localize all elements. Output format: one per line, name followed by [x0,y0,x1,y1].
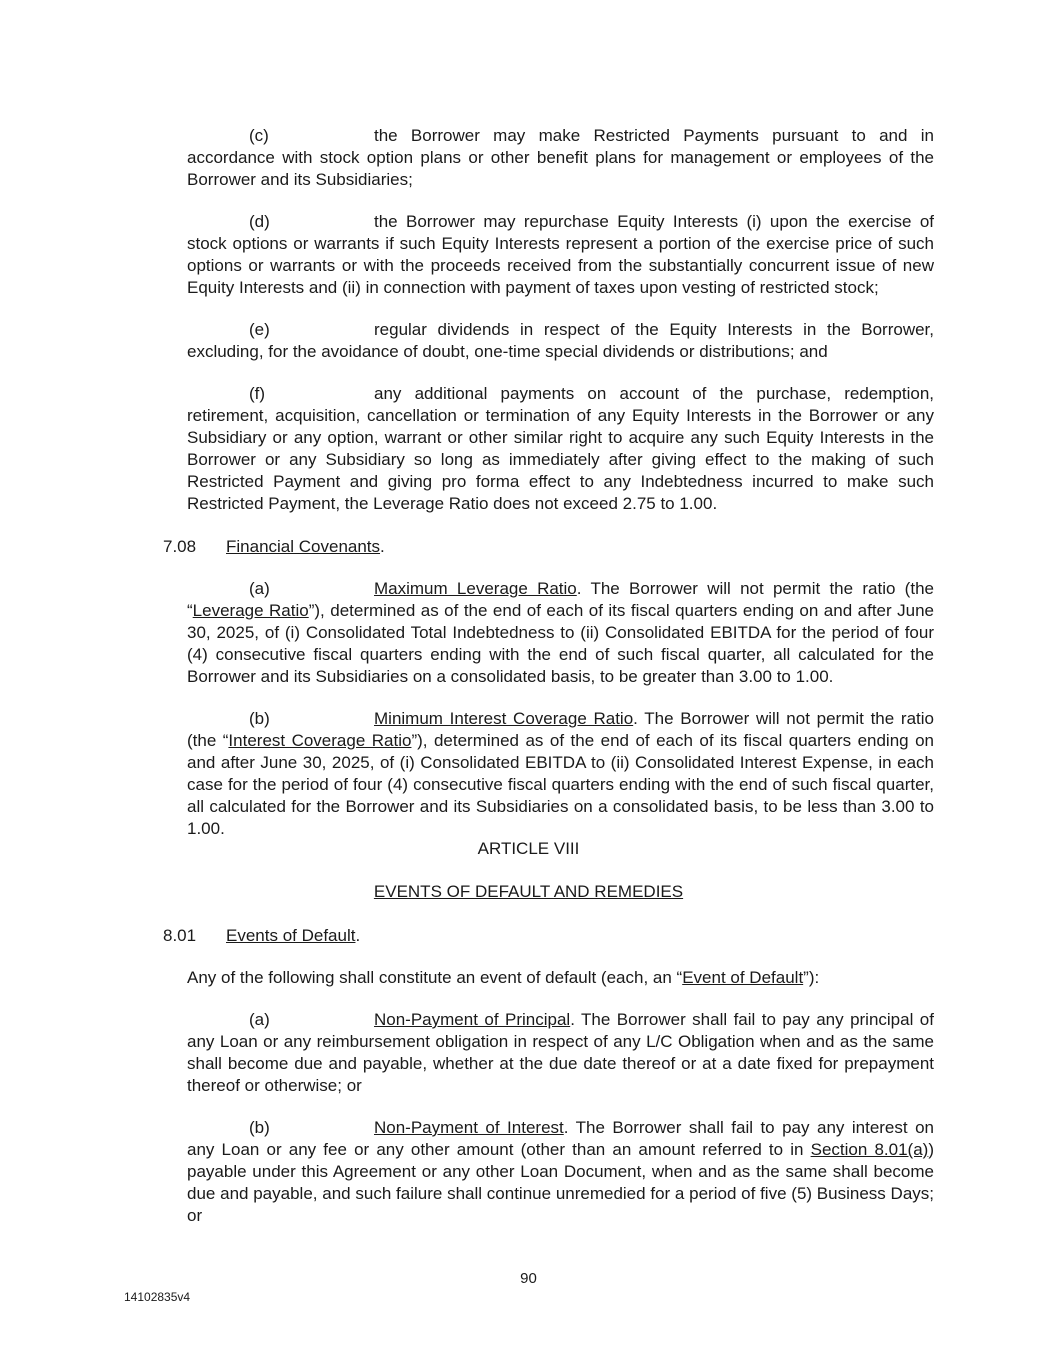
section-number: 8.01 [163,926,197,945]
section-heading-8-01 [163,925,360,947]
clause-heading: Minimum Interest Coverage Ratio [374,709,634,728]
clause-text: . The Borrower will not permit the ratio (the “ [187,709,934,750]
intro-text-end: ”): [803,968,820,987]
article-subtitle: EVENTS OF DEFAULT AND REMEDIES [373,882,684,901]
section-title-end: . [355,926,361,945]
events-intro [187,967,934,989]
clause-label: (e) [249,320,270,339]
cross-reference: Section 8.01(a) [810,1140,929,1159]
clause-text: the Borrower may make Restricted Payments pursuant to and in accordance with stock option plans or other benefit plans for management or employees of the Borrower and its Subsidiaries; [187,126,934,189]
section-title: Financial Covenants [226,537,381,556]
paragraph-8-01-a [187,1009,934,1097]
defined-term: Leverage Ratio [192,601,309,620]
page-number: 90 [520,1270,537,1287]
paragraph-f [187,383,934,515]
clause-label: (d) [249,212,270,231]
document-id: 14102835v4 [124,1290,191,1304]
clause-label: (c) [249,126,269,145]
defined-term: Interest Coverage Ratio [228,731,412,750]
clause-heading: Non-Payment of Principal [374,1010,571,1029]
section-title: Events of Default [226,926,356,945]
clause-text: regular dividends in respect of the Equity Interests in the Borrower, excluding, for the avoidance of doubt, one-time special dividends or distributions; and [187,320,934,361]
clause-text: the Borrower may repurchase Equity Interests (i) upon the exercise of stock options or warrants if such Equity Interests represent a portion of the exercise price of such options or warrants or with the proceeds received from the substantially concurrent issue of new Equity Interests and (ii) in connection with payment of taxes upon vesting of restricted stock; [187,212,934,297]
clause-label: (a) [249,579,270,598]
clause-label: (f) [249,384,266,403]
paragraph-c [187,125,934,191]
section-number: 7.08 [163,537,197,556]
paragraph-7-08-a [187,578,934,688]
intro-text: Any of the following shall constitute an event of default (each, an “ [187,968,683,987]
clause-text: ) payable under this Agreement or any other Loan Document, when and as the same shall become due and payable, and such failure shall continue unremedied for a period of five (5) Business Days; or [187,1140,934,1225]
section-title-end: . [380,537,385,556]
clause-text: . The Borrower shall fail to pay any principal of any Loan or any reimbursement obligation in respect of any L/C Obligation when and as the same shall become due and payable, whether at the due date thereof or at a date fixed for prepayment thereof or otherwise; or [187,1010,934,1095]
paragraph-d [187,211,934,299]
paragraph-e [187,319,934,363]
section-heading-7-08 [163,536,385,558]
paragraph-8-01-b [187,1117,934,1227]
clause-label: (b) [249,1118,270,1137]
defined-term: Event of Default [682,968,804,987]
clause-heading: Non-Payment of Interest [374,1118,564,1137]
clause-label: (a) [249,1010,270,1029]
clause-text: ”), determined as of the end of each of its fiscal quarters ending on and after June 30, 2025, of (i) Consolidated EBITDA to (ii) Consolidated Interest Expense, in each case for the period of four (4) consecutive fiscal quarters ending with the end of such fiscal quarter, all calculated for the Borrower and its Subsidiaries on a consolidated basis, to be less than 3.00 to 1.00. [187,731,934,838]
paragraph-7-08-b [187,708,934,840]
article-title: ARTICLE VIII [477,839,580,858]
clause-text: . The Borrower will not permit the ratio (the “ [187,579,934,620]
clause-text: . The Borrower shall fail to pay any interest on any Loan or any fee or any other amount (other than an amount referred to in [187,1118,934,1159]
article-subtitle-line [0,881,1057,903]
clause-heading: Maximum Leverage Ratio [374,579,577,598]
clause-text: ”), determined as of the end of each of its fiscal quarters ending on and after June 30, 2025, of (i) Consolidated Total Indebtedness to (ii) Consolidated EBITDA for the period of four (4) consecutive fiscal quarters ending with the end of such fiscal quarter, all calculated for the Borrower and its Subsidiaries on a consolidated basis, to be greater than 3.00 to 1.00. [187,601,934,686]
clause-label: (b) [249,709,270,728]
clause-text: any additional payments on account of the purchase, redemption, retirement, acquisition, cancellation or termination of any Equity Interests in the Borrower or any Subsidiary or any option, warrant or other similar right to acquire any such Equity Interests in the Borrower or any Subsidiary so long as immediately after giving effect to the making of such Restricted Payment and giving pro forma effect to any Indebtedness incurred to make such Restricted Payment, the Leverage Ratio does not exceed 2.75 to 1.00. [187,384,934,513]
